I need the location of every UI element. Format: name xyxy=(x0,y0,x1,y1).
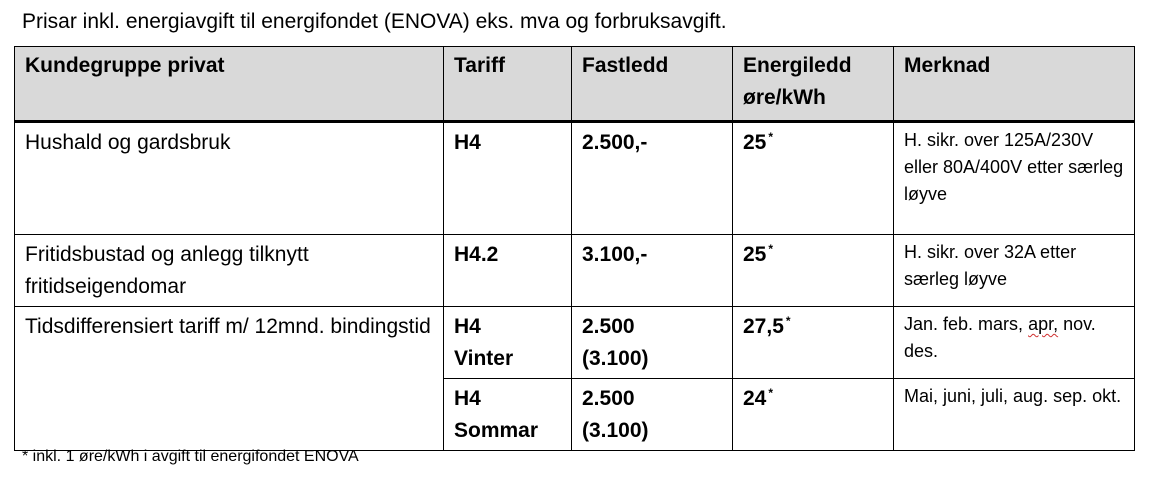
table-caption: Prisar inkl. energiavgift til energifondet (ENOVA) eks. mva og forbruksavgift. xyxy=(22,10,727,33)
header-energiledd-line2: øre/kWh xyxy=(743,86,826,109)
footnote-marker: * xyxy=(785,314,791,328)
cell-merknad: H. sikr. over 125A/230V eller 80A/400V etter særleg løyve xyxy=(894,122,1135,235)
fastledd-alt-value: (3.100) xyxy=(582,347,649,370)
merknad-text: Jan. feb. mars, xyxy=(904,314,1029,334)
header-energiledd xyxy=(733,47,894,122)
cell-fastledd xyxy=(572,379,733,451)
footnote-marker: * xyxy=(768,242,774,256)
energiledd-value: 27,5 xyxy=(743,315,784,338)
header-row xyxy=(15,47,1135,122)
tariff-season: Sommar xyxy=(454,419,539,442)
cell-tariff xyxy=(444,307,572,379)
cell-kundegruppe: Hushald og gardsbruk xyxy=(15,122,444,235)
cell-energiledd xyxy=(733,235,894,307)
header-tariff: Tariff xyxy=(444,47,572,122)
cell-tariff: H4 xyxy=(444,122,572,235)
cell-kundegruppe: Tidsdifferensiert tariff m/ 12mnd. bindingstid xyxy=(15,307,444,451)
tariff-code: H4 xyxy=(454,315,481,338)
fastledd-value: 2.500 xyxy=(582,387,635,410)
fastledd-alt-value: (3.100) xyxy=(582,419,649,442)
cell-energiledd xyxy=(733,379,894,451)
header-energiledd-line1: Energiledd xyxy=(743,54,852,77)
cell-tariff: H4.2 xyxy=(444,235,572,307)
footnote-marker: * xyxy=(768,130,774,144)
cell-tariff xyxy=(444,379,572,451)
tariff-code: H4 xyxy=(454,387,481,410)
cell-merknad: Mai, juni, juli, aug. sep. okt. xyxy=(894,379,1135,451)
table-row xyxy=(15,122,1135,235)
merknad-text-end: nov. des. xyxy=(904,314,1096,361)
table-row xyxy=(15,235,1135,307)
cell-merknad: H. sikr. over 32A etter særleg løyve xyxy=(894,235,1135,307)
spellcheck-flagged-word: apr, xyxy=(1028,314,1059,334)
cell-merknad xyxy=(894,307,1135,379)
fastledd-value: 2.500 xyxy=(582,315,635,338)
cell-fastledd: 3.100,- xyxy=(572,235,733,307)
cell-kundegruppe: Fritidsbustad og anlegg tilknytt fritidseigendomar xyxy=(15,235,444,307)
tariff-season: Vinter xyxy=(454,347,514,370)
tariff-table xyxy=(14,46,1135,451)
footnote-marker: * xyxy=(768,386,774,400)
header-kundegruppe: Kundegruppe privat xyxy=(15,47,444,122)
cell-energiledd xyxy=(733,307,894,379)
cell-fastledd xyxy=(572,307,733,379)
cell-energiledd xyxy=(733,122,894,235)
energiledd-value: 25 xyxy=(743,131,767,154)
energiledd-value: 25 xyxy=(743,243,767,266)
table-row xyxy=(15,307,1135,379)
cell-fastledd: 2.500,- xyxy=(572,122,733,235)
header-fastledd: Fastledd xyxy=(572,47,733,122)
footnote: * inkl. 1 øre/kWh i avgift til energifondet ENOVA xyxy=(22,448,359,465)
energiledd-value: 24 xyxy=(743,387,767,410)
header-merknad: Merknad xyxy=(894,47,1135,122)
